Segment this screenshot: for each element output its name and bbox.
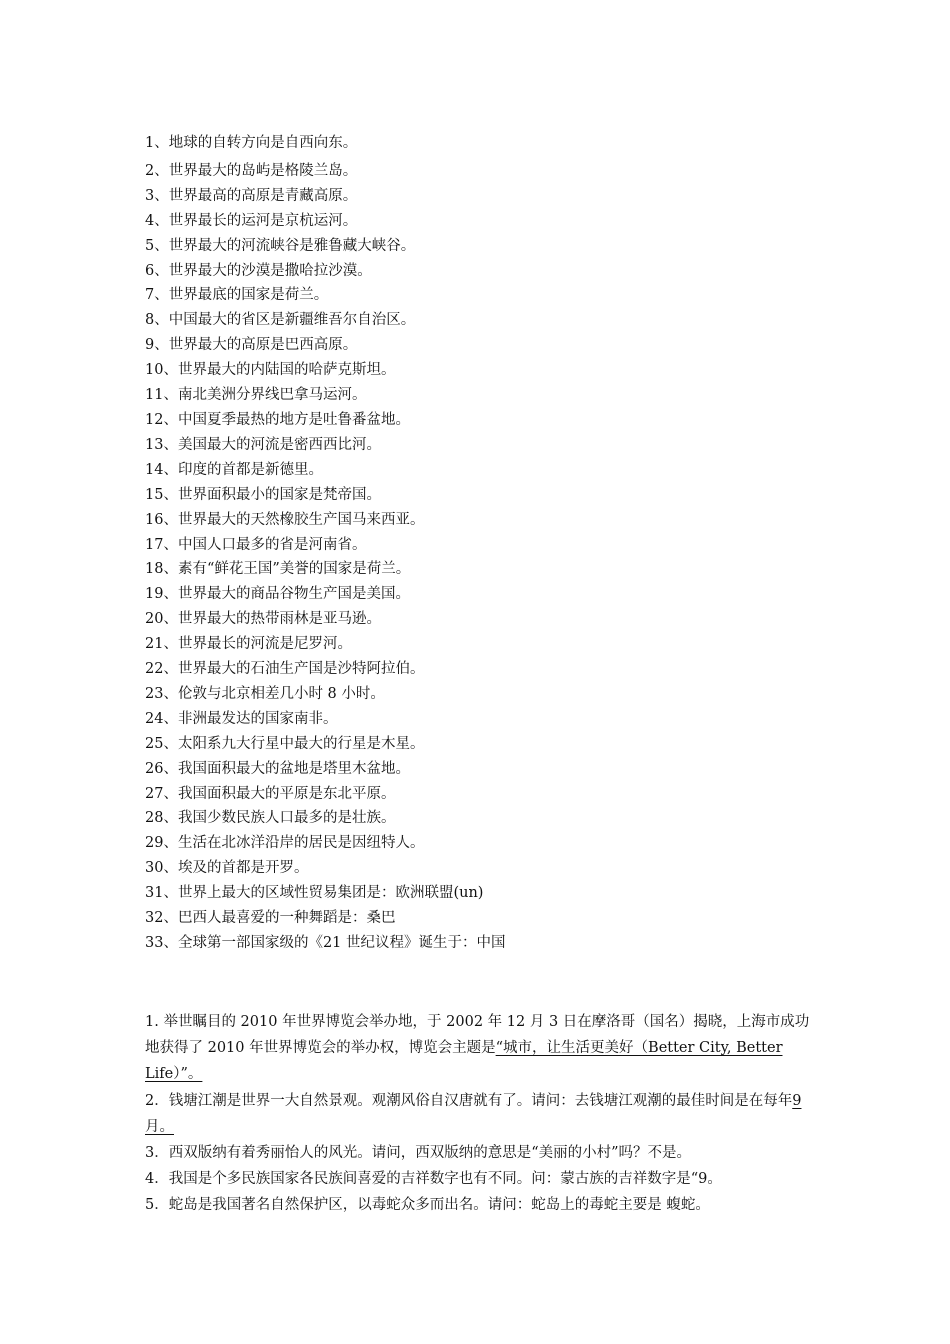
fact-item: 12、中国夏季最热的地方是吐鲁番盆地。 bbox=[145, 411, 410, 428]
fact-item: 4、世界最长的运河是京杭运河。 bbox=[145, 212, 358, 229]
fact-item: 5、世界最大的河流峡谷是雅鲁藏大峡谷。 bbox=[145, 237, 416, 254]
fact-item: 8、中国最大的省区是新疆维吾尔自治区。 bbox=[145, 312, 416, 329]
fact-item: 15、世界面积最小的国家是梵帝国。 bbox=[145, 486, 381, 503]
fact-item: 18、素有“鲜花王国”美誉的国家是荷兰。 bbox=[145, 561, 411, 578]
fact-item: 31、世界上最大的区域性贸易集团是：欧洲联盟(un) bbox=[145, 885, 484, 902]
answer-underlined: “城市，让生活更美好（Better City, Better Life）”。 bbox=[145, 1040, 783, 1083]
quiz-question-2 bbox=[145, 1088, 810, 1140]
fact-item: 23、伦敦与北京相差几小时 8 小时。 bbox=[145, 685, 385, 702]
fact-item: 6、世界最大的沙漠是撒哈拉沙漠。 bbox=[145, 262, 372, 279]
quiz-section bbox=[145, 1009, 810, 1219]
fact-item: 21、世界最长的河流是尼罗河。 bbox=[145, 636, 352, 653]
fact-item: 11、南北美洲分界线巴拿马运河。 bbox=[145, 387, 367, 404]
fact-item: 17、中国人口最多的省是河南省。 bbox=[145, 536, 367, 553]
question-text: 2．钱塘江潮是世界一大自然景观。观潮风俗自汉唐就有了。请问：去钱塘江观潮的最佳时间是在每年 bbox=[145, 1092, 793, 1109]
quiz-question-3: 3．西双版纳有着秀丽怡人的风光。请问，西双版纳的意思是“美丽的小村”吗？不是。 bbox=[145, 1145, 692, 1162]
quiz-question-4: 4．我国是个多民族国家各民族间喜爱的吉祥数字也有不同。问：蒙古族的吉祥数字是“9。 bbox=[145, 1171, 722, 1188]
fact-item: 24、非洲最发达的国家南非。 bbox=[145, 710, 338, 727]
fact-item: 26、我国面积最大的盆地是塔里木盆地。 bbox=[145, 760, 410, 777]
fact-item: 10、世界最大的内陆国的哈萨克斯坦。 bbox=[145, 362, 396, 379]
fact-item: 7、世界最底的国家是荷兰。 bbox=[145, 287, 329, 304]
fact-item: 16、世界最大的天然橡胶生产国马来西亚。 bbox=[145, 511, 425, 528]
fact-item: 19、世界最大的商品谷物生产国是美国。 bbox=[145, 586, 410, 603]
fact-item: 13、美国最大的河流是密西西比河。 bbox=[145, 436, 381, 453]
fact-item: 20、世界最大的热带雨林是亚马逊。 bbox=[145, 611, 381, 628]
fact-item: 27、我国面积最大的平原是东北平原。 bbox=[145, 785, 396, 802]
fact-item: 29、生活在北冰洋沿岸的居民是因纽特人。 bbox=[145, 835, 425, 852]
fact-item: 2、世界最大的岛屿是格陵兰岛。 bbox=[145, 162, 358, 179]
quiz-question-5: 5．蛇岛是我国著名自然保护区，以毒蛇众多而出名。请问：蛇岛上的毒蛇主要是 蝮蛇。 bbox=[145, 1197, 710, 1214]
fact-item: 28、我国少数民族人口最多的是壮族。 bbox=[145, 810, 396, 827]
fact-item: 30、埃及的首都是开罗。 bbox=[145, 860, 309, 877]
fact-item: 32、巴西人最喜爱的一种舞蹈是：桑巴 bbox=[145, 910, 396, 927]
fact-item: 1、地球的自转方向是自西向东。 bbox=[145, 135, 358, 151]
fact-item: 22、世界最大的石油生产国是沙特阿拉伯。 bbox=[145, 661, 425, 678]
fact-item: 3、世界最高的高原是青藏高原。 bbox=[145, 187, 358, 204]
quiz-question-1 bbox=[145, 1009, 810, 1088]
fact-item: 33、全球第一部国家级的《21 世纪议程》诞生于：中国 bbox=[145, 935, 506, 951]
fact-item: 9、世界最大的高原是巴西高原。 bbox=[145, 337, 358, 354]
geography-facts-list bbox=[145, 131, 825, 956]
fact-item: 14、印度的首都是新德里。 bbox=[145, 461, 323, 478]
fact-item: 25、太阳系九大行星中最大的行星是木星。 bbox=[145, 735, 425, 752]
question-text: 1. 举世瞩目的 2010 年世界博览会举办地，于 2002 年 12 月 3 日在摩洛哥（国名）揭晓，上海市成功地获得了 2010 年世界博览会的举办权，博览会主题是 bbox=[145, 1014, 810, 1057]
answer-underlined: 9 月。 bbox=[145, 1092, 802, 1135]
